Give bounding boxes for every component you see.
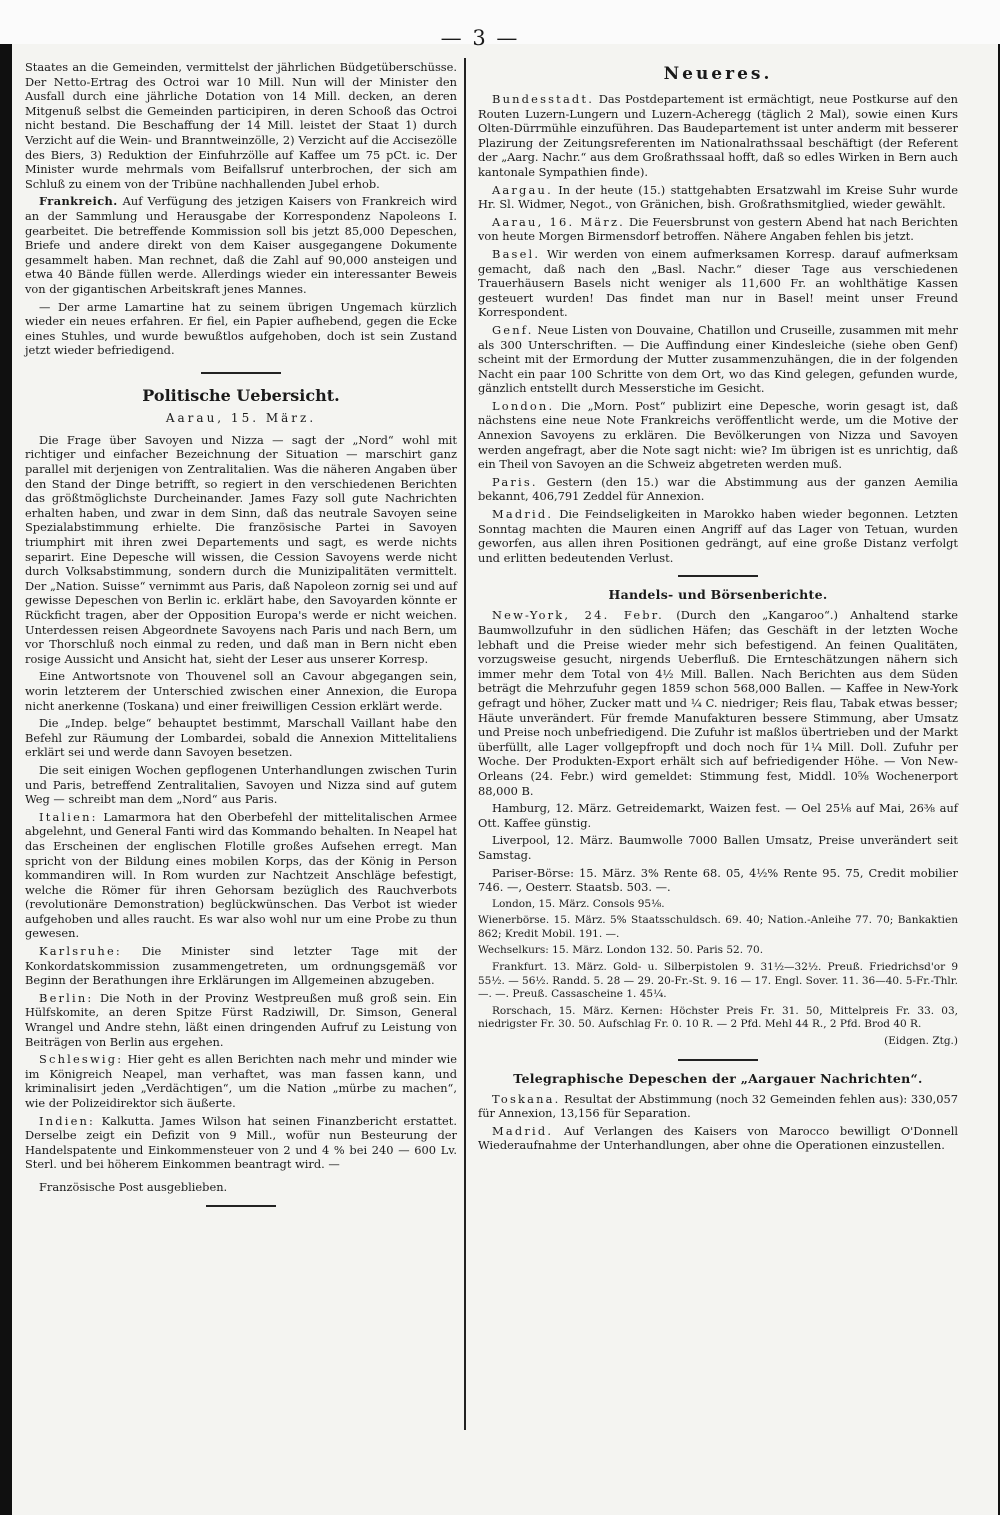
article-text: Auf Verfügung des jetzigen Kaisers von Frankreich wird an der Sammlung und Herausgabe der Korrespondenz Napoleons I. gearbeitet. Die betreffende Kommission soll bis jetzt 85,000 Depeschen, Briefe und andere direkt von dem Kaiser ausgegangene Dokumente gesammelt haben. Man rechnet, daß die Zahl auf 90,000 ansteigen und etwa 40 Bände füllen werde. Allerdings wieder ein interessanter Beweis von der gigantischen Arbeitskraft jenes Mannes. [25,194,457,296]
article-lead: Schleswig: [39,1052,124,1067]
article-text: Hier geht es allen Berichten nach mehr und minder wie im Königreich Neapel, man verhaftet, was man fassen kann, und kriminalisirt jeden „Verdächtigen“, um die Nation „mürbe zu machen“, wie der Polizeidirektor sich äußerte. [25,1052,457,1110]
report-hamburg: Hamburg, 12. März. Getreidemarkt, Waizen fest. — Oel 25⅛ auf Mai, 26⅜ auf Ott. Kaffee günstig. [478,801,958,830]
paragraph: Die seit einigen Wochen gepflogenen Unterhandlungen zwischen Turin und Paris, betreffend Zentralitalien, Savoyen und Nizza sind auf gutem Weg — schreibt man dem „Nord“ aus Paris. [25,762,457,807]
article-text: Gestern (den 15.) war die Abstimmung aus der ganzen Aemilia bekannt, 406,791 Zeddel für Annexion. [478,474,958,504]
article-karlsruhe [25,944,457,988]
paragraph: Die Frage über Savoyen und Nizza — sagt der „Nord“ wohl mit richtiger und einfacher Bezeichnung der Situation — marschirt ganz parallel mit derjenigen von Zentralitalien. Was die näheren Angaben über den Stand der Dinge betrifft, so regiert in den verschiedenen Berichten das größtmöglichste Durcheinander. James Fazy soll gute Nachrichten erhalten haben, und zwar in dem Sinn, daß das neutrale Savoyen seine Spezialabstimmung erhielte. Die französische Partei in Savoyen triumphirt mit ihren zwei Departements und sagt, es werde nichts separirt. Eine Depesche will wissen, die Cession Savoyens werde nicht durch Volksabstimmung, sondern durch die Munizipalitäten vermittelt. Der „Nation. Suisse“ vernimmt aus Paris, daß Napoleon zornig sei und auf gewisse Depeschen von Berlin ic. erklärt habe, den Savoyarden könnte er Rückficht tragen, aber der Opposition Europa's werde er nicht weichen. Unterdessen reisen Abgeordnete Savoyens nach Paris und nach Bern, um vor Thorschluß noch einmal zu reden, und daß man in Bern nicht eben rosige Aussicht und Ansicht hat, sieht der Leser aus unserer Korresp. [25,432,457,666]
article-lead: Aarau, 16. März. [492,214,625,229]
telegram-madrid [478,1124,958,1153]
article-lead: Aargau. [492,182,553,197]
report-frankfurt: Frankfurt. 13. März. Gold- u. Silberpistolen 9. 31½—32½. Preuß. Friedrichsd'or 9 55½. — 56½. Randd. 5. 28 — 29. 20-Fr.-St. 9. 16 — 17. Engl. Sover. 11. 36—40. 5-Fr.-Thlr. —. —. Preuß. Cassascheine 1. 45¼. [478,961,958,1001]
article-lead: Berlin: [39,990,94,1005]
article-text: Neue Listen von Douvaine, Chatillon und Cruseille, zusammen mit mehr als 300 Unterschriften. — Die Auffindung einer Kindesleiche (siehe oben Genf) scheint mit der Ermordung der Mutter zusammenzuhängen, die in der folgenden Nacht ein paar 100 Schritte von dem Ort, wo das Kind gelegen, gefunden wurde, gänzlich entstellt durch Messerstiche im Gesicht. [478,322,958,396]
telegram-toskana [478,1092,958,1121]
article-bundesstadt [478,92,958,180]
article-post: Französische Post ausgeblieben. [39,1179,228,1194]
article-lead: New-York, 24. Febr. [492,608,664,623]
page-number: — 3 — [440,26,520,50]
article-text: Die Feindseligkeiten in Marokko haben wieder begonnen. Letzten Sonntag machten die Mauren einen Angriff auf das Lager von Tetuan, wurden geworfen, aus allen ihren Positionen gedrängt, auf eine große Distanz verfolgt und erlitten bedeutenden Verlust. [478,507,958,565]
article-berlin [25,991,457,1049]
article-text: Die „Morn. Post“ publizirt eine Depesche, worin gesagt ist, daß nächstens eine neue Note Frankreichs veröffentlicht werde, um die Motive der Annexion Savoyens zu erklären. Die Bevölkerungen von Nizza und Savoyen werden angefragt, aber die Note sagt nicht: wie? Im übrigen ist es unrichtig, daß ein Theil von Savoyen an die Schweiz abgetreten werden muß. [478,398,959,472]
section-title-telegraphische-depeschen: Telegraphische Depeschen der „Aargauer Nachrichten“. [513,1070,923,1086]
article-italien [25,810,457,941]
article-lead: Genf. [492,322,534,337]
right-column [478,60,958,1156]
article-text: Resultat der Abstimmung (noch 32 Gemeinden fehlen aus): 330,057 für Annexion, 13,156 für Separation. [478,1091,958,1121]
article-aarau [478,215,958,244]
article-london [478,399,958,472]
article-text: Kalkutta. James Wilson hat seinen Finanzbericht erstattet. Derselbe zeigt ein Defizit von 9 Mill., wofür nun Besteurung der Handelspatente und Einkommensteuer von 2 und 4 % bei 240 — 600 Lv. Sterl. und bei höherem Einkommen beantragt wird. — [25,1113,457,1172]
dateline: Aarau, 15. März. [165,410,317,425]
article-lead: Bundesstadt. [492,92,595,106]
article-lead: London. [492,398,555,413]
left-column [25,60,457,1217]
article-text: Lamarmora hat den Oberbefehl der mittelitalischen Armee abgelehnt, und General Fanti wird das Kommando behalten. In Neapel hat das Erscheinen der englischen Flotille großes Aufsehen erregt. Man spricht von der Bildung eines mobilen Korps, das der König in Person kommandiren will. In Rom wurden zur Nachtzeit Anschläge befestigt, welche die Römer für ihren Gehorsam bezüglich des Rauchverbots (revolutionäre Demonstration) beglückwünschen. Das Verbot ist wieder aufgehoben und alles raucht. Es war also wohl nur um eine Probe zu thun gewesen. [25,809,458,941]
article-lead: Madrid. [492,507,554,522]
article-madrid [478,507,958,565]
article-text: Die Noth in der Provinz Westpreußen muß groß sein. Ein Hülfskomite, an deren Spitze Fürst Radziwill, Dr. Simson, General Wrangel und Andre stehn, läßt einen dringenden Aufruf zu Leistung von Beiträgen von Berlin aus ergehen. [25,990,457,1049]
article-frankreich [25,194,457,296]
section-title-neueres: Neueres. [663,64,773,84]
article-lead: Toskana. [492,1091,561,1106]
report-wechselkurs: Wechselkurs: 15. März. London 132. 50. Paris 52. 70. [478,944,764,957]
report-liverpool: Liverpool, 12. März. Baumwolle 7000 Ballen Umsatz, Preise unverändert seit Samstag. [478,833,958,862]
article-aargau [478,183,958,212]
article-lead: Frankreich. [39,194,118,209]
separator-rule [678,575,758,577]
separator-rule [201,372,281,374]
report-pariser-boerse: Pariser-Börse: 15. März. 3% Rente 68. 05, 4½% Rente 95. 75, Credit mobilier 746. —, Oesterr. Staatsb. 503. —. [478,865,958,895]
report-newyork [478,608,958,798]
exchange-rates-block [478,898,958,1049]
article-lead: Basel. [492,246,541,261]
separator-rule [206,1205,276,1207]
article-text: In der heute (15.) stattgehabten Ersatzwahl im Kreise Suhr wurde Hr. Sl. Widmer, Negot., von Gränichen, bish. Großrathsmitglied, wieder gewählt. [478,182,958,212]
article-text: Die Minister sind letzter Tage mit der Konkordatskommission zusammengetreten, um ordnungsgemäß vor Beginn der Berathungen ihre Erklärungen im Allgemeinen abzugeben. [25,944,457,988]
report-rorschach: Rorschach, 15. März. Kernen: Höchster Preis Fr. 31. 50, Mittelpreis Fr. 33. 03, niedrigster Fr. 30. 50. Aufschlag Fr. 0. 10 R. — 2 Pfd. Mehl 44 R., 2 Pfd. Brod 40 R. [478,1004,958,1031]
column-divider [464,58,466,1430]
article-text: Wir werden von einem aufmerksamen Korresp. darauf aufmerksam gemacht, daß nach den „Basl. Nachr.“ dieser Tage aus verschiedenen Trauerhäusern Basels nicht weniger als 11,600 Fr. an wohlthätige Kassen gesteuert wurden! Das findet man nur in Basel! meint unser Freund Korrespondent. [478,246,958,320]
article-lead: Karlsruhe: [39,944,122,959]
section-title-politische-uebersicht: Politische Uebersicht. [142,385,340,405]
report-source: (Eidgen. Ztg.) [884,1035,958,1048]
article-lead: Italien: [39,809,98,824]
article-lead: Indien: [39,1113,96,1128]
article-text: (Durch den „Kangaroo“.) Anhaltend starke Baumwollzufuhr in den südlichen Häfen; das Geschäft in der letzten Woche lebhaft und die Preise wieder mehr sich befestigend. An feinen Qualitäten, vorzugsweise gesucht, nirgends Ueberfluß. Die Ernteschätzungen nähern sich immer mehr dem Total von 4½ Mill. Ballen. Nach Berichten aus dem Süden beträgt die Mehrzufuhr gegen 1859 schon 568,000 Ballen. — Kaffee in New-York gefragt und höher, Zucker matt und ¼ C. niedriger; Reis flau, Tabak etwas besser; Häute unverändert. Für fremde Manufakturen bessere Stimmung, aber Umsatz und Preise noch unbefriedigend. Die Zufuhr ist maßlos übertrieben und der Markt überfüllt, alle Lager vollgepfropft und doch noch für 1¼ Mill. Doll. Zufuhr per Woche. Der Produkten-Export erhält sich auf befriedigender Höhe. — Von New-Orleans (24. Febr.) wird gemeldet: Stimmung fest, Middl. 10⅝ Wochenerport 88,000 B. [478,608,958,798]
report-london-consols: London, 15. März. Consols 95⅛. [492,897,665,910]
article-continuation: Staates an die Gemeinden, vermittelst der jährlichen Büdgetüberschüsse. Der Netto-Ertrag des Octroi war 10 Mill. Nun will der Minister den Ausfall durch eine jährliche Dotation von 14 Mill. decken, an deren Mitgenuß selbst die Gemeinden participiren, in deren Schooß das Octroi nicht bestand. Die Beschaffung der 14 Mill. leistet der Staat 1) durch Verzicht auf die Wein- und Branntweinzölle, 2) Verzicht auf die Accisezölle des Biers, 3) Reduktion der Einfuhrzölle auf Kaffee um 75 pCt. ic. Der Minister wurde mehrmals vom Beifallsruf unterbrochen, der sich am Schluß zu einem von der Tribüne nachhallenden Jubel erhob. [25,60,457,191]
article-indien [25,1114,457,1172]
paragraph: Eine Antwortsnote von Thouvenel soll an Cavour abgegangen sein, worin letzterem der Unterschied zwischen einer Annexion, die Europa nicht anerkenne (Toskana) und einer freiwilligen Cession erklärt werde. [25,669,457,713]
separator-rule [678,1059,758,1061]
article-genf [478,323,958,396]
article-text: Auf Verlangen des Kaisers von Marocco bewilligt O'Donnell Wiederaufnahme der Unterhandlungen, aber ohne die Operationen einzustellen. [478,1123,958,1153]
article-text: Die Feuersbrunst von gestern Abend hat nach Berichten von heute Morgen Birmensdorf betroffen. Nähere Angaben fehlen bis jetzt. [478,214,958,244]
article-basel [478,247,958,320]
article-lamartine: — Der arme Lamartine hat zu seinem übrigen Ungemach kürzlich wieder ein neues erfahren. Er fiel, ein Papier aufhebend, gegen die Ecke eines Stuhles, und wurde bewußtlos aufgehoben, doch ist sein Zustand jetzt wieder befriedigend. [25,299,457,358]
article-text: Das Postdepartement ist ermächtigt, neue Postkurse auf den Routen Luzern-Lungern und Luzern-Acheregg (täglich 2 Mal), sowie einen Kurs Olten-Dürrmühle einzuführen. Das Baudepartement ist unter anderm mit besserer Plazirung der Zeitungsreferenten im Nationalrathssaal beschäftigt (der Referent der „Aarg. Nachr.“ aus dem Großrathssaal hofft, daß so edles Wirken in Bern auch kantonale Sympathien finde). [478,92,958,179]
section-title-handelsberichte: Handels- und Börsenberichte. [608,587,828,603]
article-paris [478,475,958,504]
article-lead: Paris. [492,474,538,489]
paragraph: Die „Indep. belge“ behauptet bestimmt, Marschall Vaillant habe den Befehl zur Räumung der Lombardei, sobald die Annexion Mittelitaliens erklärt sei und werde dann Savoyen besetzen. [25,716,457,760]
report-wiener-boerse: Wienerbörse. 15. März. 5% Staatsschuldsch. 69. 40; Nation.-Anleihe 77. 70; Bankaktien 862; Kredit Mobil. 191. —. [478,914,958,940]
article-schleswig [25,1052,457,1110]
article-lead: Madrid. [492,1123,554,1138]
